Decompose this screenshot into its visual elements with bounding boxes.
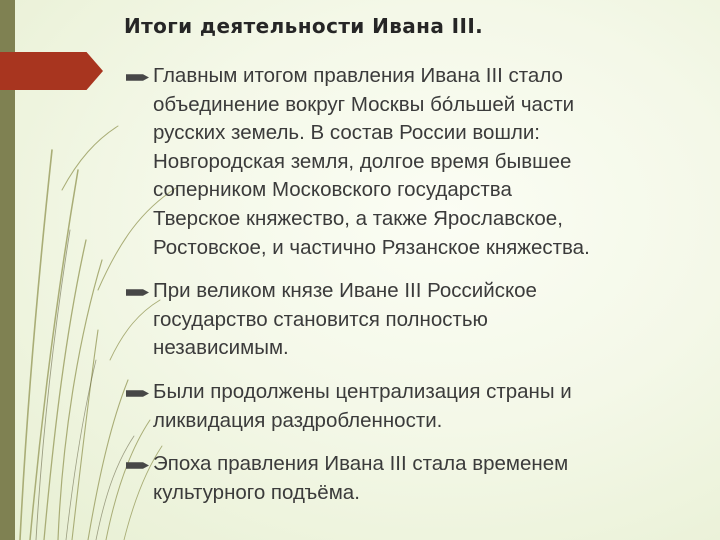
bullet-line: Ростовское, и частично Рязанское княжества. bbox=[153, 235, 590, 259]
arrow-bullet-icon bbox=[126, 73, 149, 82]
bullet-item-1 bbox=[126, 62, 711, 262]
bullet-list bbox=[126, 62, 711, 507]
bullet-line: Были продолжены централизация страны и bbox=[153, 379, 572, 403]
bullet-line: Главным итогом правления Ивана III стало bbox=[153, 64, 563, 87]
slide-title: Итоги деятельности Ивана III. bbox=[124, 14, 484, 38]
bullet-line: русских земель. В состав России вошли: bbox=[153, 121, 541, 145]
arrow-bullet-icon bbox=[126, 288, 149, 297]
bullet-item-2 bbox=[126, 277, 711, 363]
bullet-line: объединение вокруг Москвы бо́льшей части bbox=[153, 92, 575, 116]
bullet-line: ликвидация раздробленности. bbox=[153, 408, 443, 432]
bullet-line: Тверское княжество, а также Ярославское, bbox=[153, 206, 563, 230]
bullet-line: независимым. bbox=[153, 336, 289, 360]
bullet-line: Новгородская земля, долгое время бывшее bbox=[153, 149, 572, 173]
bullet-line: культурного подъёма. bbox=[153, 480, 360, 504]
bullet-line: соперником Московского государства bbox=[153, 178, 512, 202]
bullet-item-4 bbox=[126, 450, 711, 507]
bullet-line: При великом князе Иване III Российское bbox=[153, 279, 537, 303]
arrow-bullet-icon bbox=[126, 389, 149, 398]
bullet-item-3 bbox=[126, 378, 711, 435]
bullet-line: Эпоха правления Ивана III стала временем bbox=[153, 452, 569, 476]
arrow-bullet-icon bbox=[126, 461, 149, 470]
bullet-line: государство становится полностью bbox=[153, 307, 488, 331]
